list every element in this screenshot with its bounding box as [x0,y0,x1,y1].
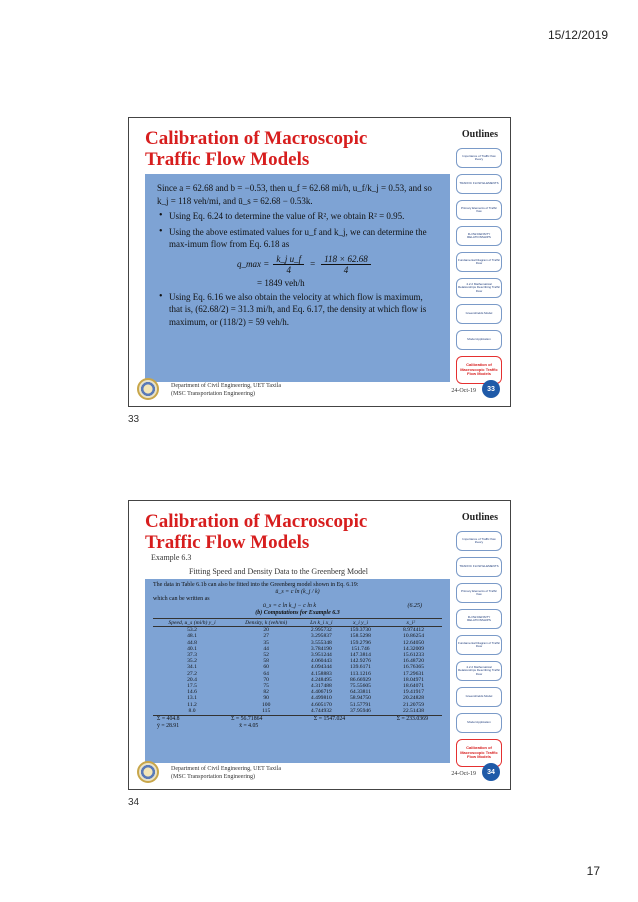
slide-title [145,128,367,170]
table-cell: 90 [263,695,269,702]
example-label: Example 6.3 [151,553,192,562]
footer-program-line: (MSC Transportation Engineering) [171,391,255,397]
outline-item-traffic-flow-elements[interactable]: TRAFFIC FLOW ELEMENTS [456,557,502,577]
table-header-row [153,620,442,627]
table-cell: 142.9276 [349,658,371,665]
table-cell: 53.2 [187,627,197,634]
formula-fraction-1 [273,254,304,275]
slide-34 [128,500,511,790]
slide-title-line1: Calibration of Macroscopic [145,128,368,149]
table-cell: 3.555348 [310,639,332,646]
table-cell: 4.248495 [310,676,332,683]
table-cell: 19.41917 [403,689,424,696]
table-cell: 8.0 [188,707,196,714]
outlines-heading: Outlines [461,129,498,140]
outline-item-traffic-flow-theory[interactable]: Importance of Traffic flow theory [456,531,502,551]
slide-label-34: 34 [128,797,140,808]
sum-speed: Σ = 404.8 [157,716,180,723]
table-cell: 20.4 [187,676,197,683]
equation-6-25-body: ū_s = c ln k_j − c ln k [263,603,317,609]
formula-result: = 1849 veh/h [257,277,305,288]
table-cell: 147.3814 [349,652,371,659]
outline-item-traffic-flow-theory[interactable]: Importance of Traffic flow theory [456,148,502,168]
table-cell: 16.48720 [403,658,424,665]
column-header-density: Density, k (veh/mi) [231,620,301,627]
outline-item-flow-density[interactable]: FLOW-DENSITY RELATIONSHIPS [456,226,502,246]
table-cell: 3.784190 [310,645,332,652]
footer-department [171,382,281,398]
fraction-1-numerator: k_j u_f [273,254,304,265]
table-cell: 20.24828 [403,695,424,702]
table-cell: 12.64050 [403,639,424,646]
outline-item-flow-density[interactable]: FLOW-DENSITY RELATIONSHIPS [456,609,502,629]
column-header-speed: Speed, u_s (mi/h) y_i [153,620,231,627]
table-cell: 40.1 [187,645,197,652]
outlines-heading: Outlines [461,512,498,523]
table-cell: 4.499810 [310,695,332,702]
outline-item-fundamental-diagram[interactable]: Fundamental Diagram of Traffic Flow [456,635,502,655]
equation-6-25 [153,603,442,610]
column-header-xy: x_i y_i [341,620,379,627]
table-cell: 21.20759 [403,701,424,708]
table-cell: 16.76365 [403,664,424,671]
table-cell: 4.605170 [310,701,332,708]
fraction-1-denominator: 4 [286,264,291,275]
uet-logo [137,761,159,783]
slide-title-line1: Calibration of Macroscopic [145,511,368,532]
table-cell: 4.094344 [310,664,332,671]
table-cell: 58.94750 [349,695,371,702]
table-cell: 20 [263,627,269,634]
table-cell: 48.1 [187,633,197,640]
table-cell: 60 [263,664,269,671]
outline-item-calibration[interactable]: Calibration of Macroscopic Traffic Flow Models [456,739,502,767]
table-cell: 158.5298 [349,633,371,640]
table-cell: 8.974412 [403,627,424,634]
mean-y: ȳ = 28.91 [157,723,180,730]
table-cell: 2.995732 [310,627,332,634]
outline-item-primary-elements[interactable]: Primary Elements of Traffic flow [456,583,502,603]
outline-sidebar [456,148,502,390]
formula-lhs: q_max = [237,259,270,269]
text-para-1: Since a = 62.68 and b = −0.53, then u_f = 62.68 mi/h, u_f/k_j = 0.53, and so [157,183,432,193]
footer-dept-line: Department of Civil Engineering, UET Taxila [171,766,281,772]
table-cell: 4.317488 [310,683,332,690]
table-cell: 44 [263,645,269,652]
page-number: 17 [586,864,600,878]
table-cell: 159.3730 [349,627,371,634]
table-cell: 22.51438 [403,707,424,714]
table-cell: 3.295837 [310,633,332,640]
table-cell: 17.5 [187,683,197,690]
computation-table [153,620,442,714]
table-cell: 27 [263,633,269,640]
greenberg-equation: ū_s = c ln (k_j / k) [275,589,320,595]
table-cell: 139.6171 [349,664,371,671]
footer-department [171,765,281,781]
outline-item-model-application[interactable]: Model Application [456,330,502,350]
fraction-2-denominator: 4 [343,264,349,275]
content-box [145,174,450,382]
mean-row [153,723,442,730]
sum-x-squared: Σ = 233.0369 [396,716,428,723]
table-cell: 14.6 [187,689,197,696]
table-cell: 58 [263,658,269,665]
table-cell: 52 [263,652,269,659]
table-cell: 75 [263,683,269,690]
outline-item-greenshields[interactable]: Greenshields Model [456,687,502,707]
table-cell: 35.2 [187,658,197,665]
max-flow-formula [237,254,438,275]
outline-item-primary-elements[interactable]: Primary Elements of Traffic flow [456,200,502,220]
slide-title-line2: Traffic Flow Models [145,532,310,553]
sum-xy: Σ = 1547.024 [313,716,346,723]
uet-logo [137,378,159,400]
outline-sidebar [456,531,502,773]
outline-item-mathematical-relationships[interactable]: 4.2.2 Mathematical Relationships Describing Traffic Flow [456,278,502,298]
footer-date: 24-Oct-19 [451,771,476,777]
table-cell: 10.86254 [403,633,424,640]
table-cell: 15.61233 [403,652,424,659]
table-cell: 4.060443 [310,658,332,665]
table-cell: 115 [262,707,271,714]
table-cell: 70 [263,676,269,683]
outline-item-fundamental-diagram[interactable]: Fundamental Diagram of Traffic Flow [456,252,502,272]
footer-program-line: (MSC Transportation Engineering) [171,774,255,780]
bullet-r-squared: • Using Eq. 6.24 to determine the value of R², we obtain R² = 0.95. [157,210,438,223]
bullet-velocity-density: • Using Eq. 6.16 we also obtain the velocity at which flow is maximum, that is, (62.68/2) = 31.3 mi/h, and Eq. 6.17, the density at which flow is maximum, or (118/2) = 59 veh/h. [157,291,438,329]
table-cell: 151.746 [351,645,370,652]
text-para-2: k_j = 118 veh/mi, and ū_s = 62.68 − 0.53k. [157,195,313,206]
sum-ln-k: Σ = 56.71864 [231,716,263,723]
table-cell: 113.1216 [350,670,371,677]
outline-item-mathematical-relationships[interactable]: 4.2.2 Mathematical Relationships Describing Traffic Flow [456,661,502,681]
table-cell: 18.64071 [403,683,424,690]
table-body [153,627,442,714]
table-cell: 27.2 [187,670,197,677]
table-cell: 35 [263,639,269,646]
table-cell: 100 [261,701,271,708]
table-cell: 37.95946 [349,707,371,714]
table-caption: Fitting Speed and Density Data to the Greenberg Model [189,567,368,576]
page-date: 15/12/2019 [547,28,608,42]
column-header-x-squared: x_i² [380,620,442,627]
table-cell: 14.32009 [403,645,424,652]
table-cell: 3.951244 [310,652,332,659]
computation-subheading: (b) Computations for Example 6.3 [153,610,442,619]
formula-fraction-2 [321,254,371,275]
slide-title-line2: Traffic Flow Models [145,149,310,170]
table-cell: 44.8 [187,639,197,646]
table-cell: 82 [263,689,269,696]
equals-sign: = [310,259,316,269]
table-cell: 64.33811 [350,689,371,696]
table-cell: 159.2796 [349,639,371,646]
table-cell: 34.1 [187,664,197,671]
table-cell: 86.66929 [349,676,371,683]
outline-item-traffic-flow-elements[interactable]: TRAFFIC FLOW ELEMENTS [456,174,502,194]
computation-box [145,579,450,763]
slide-number-badge: 34 [482,763,500,781]
outline-item-model-application[interactable]: Model Application [456,713,502,733]
equation-6-25-number: (6.25) [407,603,422,609]
table-cell: 51.57791 [349,701,371,708]
table-intro: The data in Table 6.1b can also be fitted into the Greenberg model shown in Eq. 6.19: [153,582,359,588]
sum-row [153,715,442,723]
table-cell: 64 [263,670,269,677]
slide-number-badge: 33 [482,380,500,398]
outline-item-greenshields[interactable]: Greenshields Model [456,304,502,324]
table-cell: 4.158883 [310,670,332,677]
slide-label-33: 33 [128,414,140,425]
table-cell: 37.3 [187,652,197,659]
table-row [153,708,442,714]
bullet-max-flow: • Using the above estimated values for u_f and k_j, we can determine the max-imum flow from Eq. 6.18 as [157,226,438,251]
table-cell: 11.2 [187,701,197,708]
fraction-2-numerator: 118 × 62.68 [321,254,371,265]
table-cell: 75.55605 [349,683,371,690]
table-row [153,627,442,634]
table-cell: 4.744932 [310,707,332,714]
written-as-text: which can be written as [153,596,210,602]
table-cell: 13.1 [187,695,197,702]
table-cell: 17.29631 [403,670,424,677]
table-cell: 18.04971 [403,676,424,683]
slide-title [145,511,367,553]
outline-item-calibration[interactable]: Calibration of Macroscopic Traffic Flow Models [456,356,502,384]
table-cell: 4.406719 [310,689,332,696]
mean-x: x̄ = 4.05 [239,723,259,730]
footer-dept-line: Department of Civil Engineering, UET Taxila [171,383,281,389]
slide-33 [128,117,511,407]
footer-date: 24-Oct-19 [451,388,476,394]
column-header-ln-k: Ln k_i x_i [301,620,341,627]
